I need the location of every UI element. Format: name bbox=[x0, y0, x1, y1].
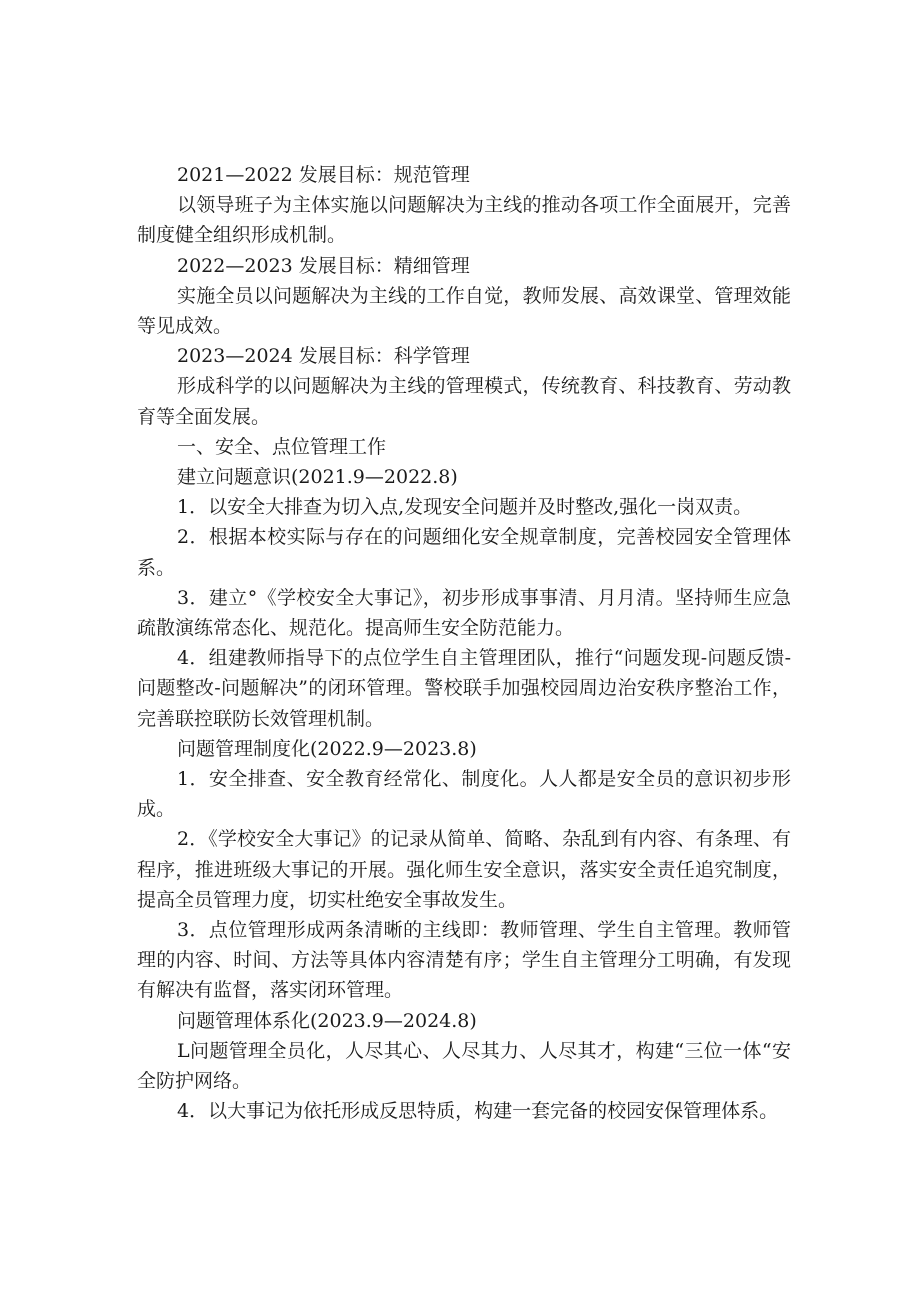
list-item: 1．安全排查、安全教育经常化、制度化。人人都是安全员的意识初步形成。 bbox=[137, 768, 791, 821]
goal-text-2021-2022: 以领导班子为主体实施以问题解决为主线的推动各项工作全面展开，完善制度健全组织形成机制。 bbox=[137, 194, 791, 247]
document-body bbox=[137, 160, 791, 1127]
goal-heading-2022-2023: 2022—2023 发展目标：精细管理 bbox=[177, 254, 470, 277]
list-item: 2．根据本校实际与存在的问题细化安全规章制度，完善校园安全管理体系。 bbox=[137, 526, 791, 579]
goal-text-2022-2023: 实施全员以问题解决为主线的工作自觉，教师发展、高效课堂、管理效能等见成效。 bbox=[137, 284, 791, 338]
subsection-heading-systematization: 问题管理体系化(2023.9—2024.8) bbox=[177, 1009, 477, 1032]
list-item: 3．点位管理形成两条清晰的主线即：教师管理、学生自主管理。教师管理的内容、时间、方法等具体内容清楚有序；学生自主管理分工明确，有发现有解决有监督，落实闭环管理。 bbox=[137, 919, 791, 1002]
section-heading-safety: 一、安全、点位管理工作 bbox=[177, 435, 387, 458]
list-item: L问题管理全员化，人尽其心、人尽其力、人尽其才，构建“三位一体“安全防护网络。 bbox=[137, 1039, 791, 1093]
goal-heading-2023-2024: 2023—2024 发展目标：科学管理 bbox=[177, 345, 470, 368]
list-item: 4．组建教师指导下的点位学生自主管理团队，推行“问题发现-问题反馈-问题整改-问题解决”的闭环管理。警校联手加强校园周边治安秩序整治工作，完善联控联防长效管理机制。 bbox=[137, 647, 791, 730]
goal-text-2023-2024: 形成科学的以问题解决为主线的管理模式，传统教育、科技教育、劳动教育等全面发展。 bbox=[137, 375, 791, 428]
subsection-heading-awareness: 建立问题意识(2021.9—2022.8) bbox=[177, 466, 458, 489]
subsection-heading-institutionalization: 问题管理制度化(2022.9—2023.8) bbox=[177, 737, 477, 760]
goal-heading-2021-2022: 2021—2022 发展目标：规范管理 bbox=[177, 164, 470, 186]
list-item: 3．建立°《学校安全大事记》，初步形成事事清、月月清。坚持师生应急疏散演练常态化、规范化。提高师生安全防范能力。 bbox=[137, 586, 791, 640]
list-item: 4．以大事记为依托形成反思特质，构建一套完备的校园安保管理体系。 bbox=[177, 1100, 779, 1123]
list-item: 1．以安全大排查为切入点,发现安全问题并及时整改,强化一岗双责。 bbox=[177, 496, 753, 519]
list-item: 2．《学校安全大事记》的记录从简单、简略、杂乱到有内容、有条理、有程序，推进班级大事记的开展。强化师生安全意识，落实安全责任追究制度，提高全员管理力度，切实杜绝安全事故发生。 bbox=[137, 828, 791, 911]
